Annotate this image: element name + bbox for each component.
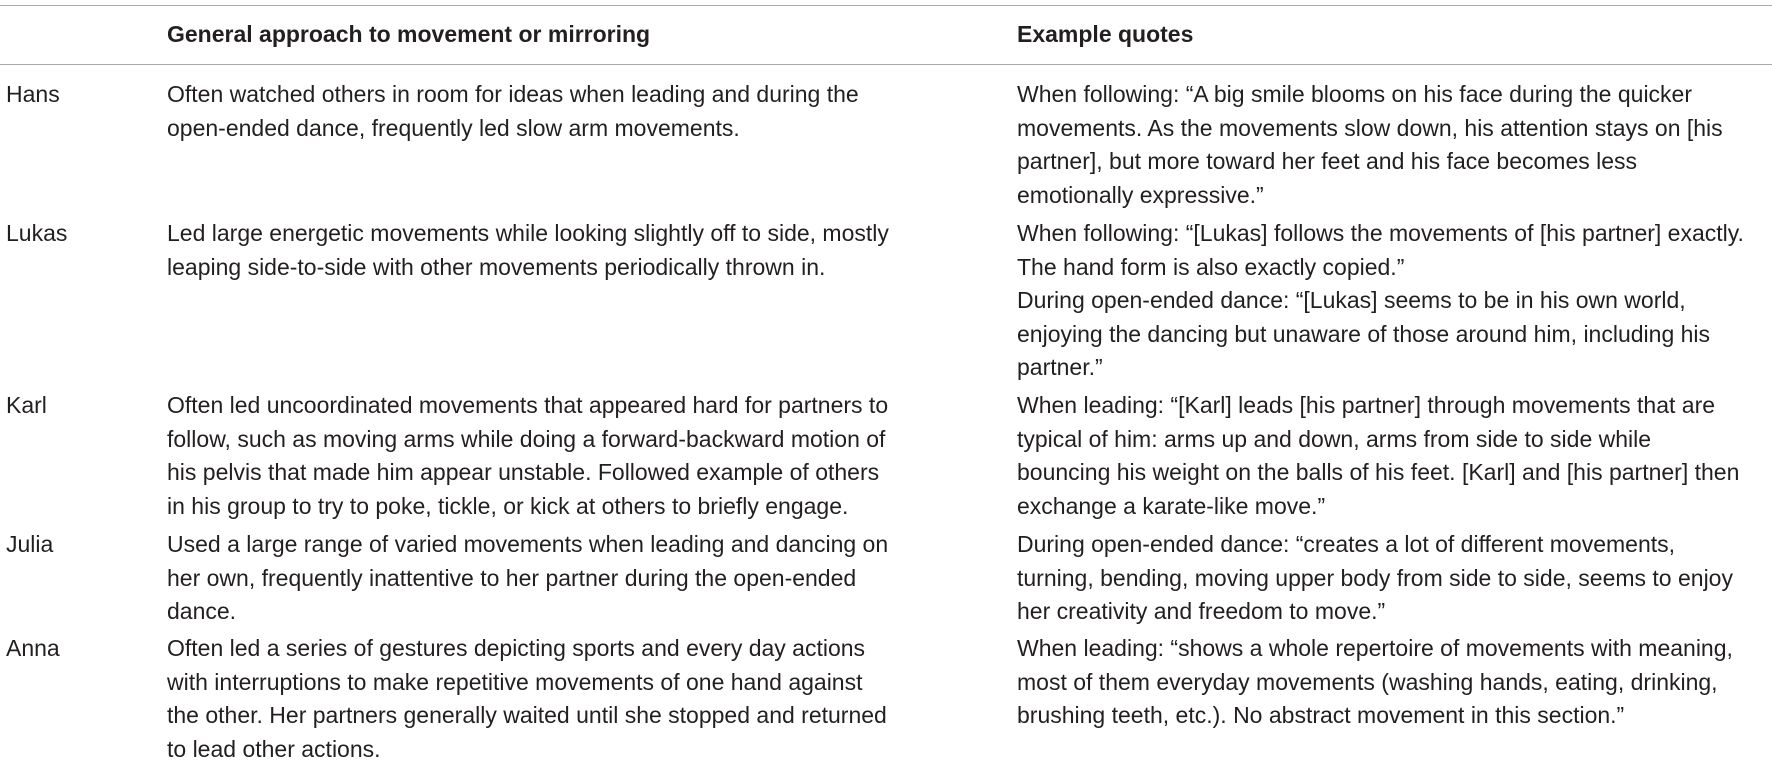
approach-cell: Used a large range of varied movements when leading and dancing on her own, frequently inattentive to her partner during the open-ended dance. bbox=[167, 531, 889, 624]
table-top-rule bbox=[0, 5, 1772, 6]
header-quotes: Example quotes bbox=[1017, 21, 1194, 47]
quotes-cell: When following: “A big smile blooms on his face during the quicker movements. As the movements slow down, his attention stays on [his partner], but more toward her feet and his face becomes less emotionally expressive.” bbox=[1017, 81, 1723, 208]
header-rule bbox=[0, 64, 1772, 65]
approach-cell: Often led a series of gestures depicting sports and every day actions with interruptions to make repetitive movements of one hand against the other. Her partners generally waited until she stopped and returned to lead other actions. bbox=[167, 635, 887, 762]
quotes-cell: When leading: “[Karl] leads [his partner] through movements that are typical of him: arms up and down, arms from side to side while bouncing his weight on the balls of his feet. [Karl] and [his partner] then exchange a karate-like move.” bbox=[1017, 392, 1740, 519]
participant-name: Lukas bbox=[6, 220, 68, 246]
participant-name: Anna bbox=[6, 635, 60, 661]
participant-name: Hans bbox=[6, 81, 60, 107]
participant-name: Julia bbox=[6, 531, 54, 557]
approach-cell: Often led uncoordinated movements that appeared hard for partners to follow, such as moving arms while doing a forward-backward motion of his pelvis that made him appear unstable. Followed example of others in his group to try to poke, tickle, or kick at others to briefly engage. bbox=[167, 392, 889, 519]
header-approach: General approach to movement or mirroring bbox=[167, 21, 651, 47]
quotes-cell: When leading: “shows a whole repertoire of movements with meaning, most of them everyday movements (washing hands, eating, drinking, brushing teeth, etc.). No abstract movement in this section.” bbox=[1017, 635, 1733, 728]
quotes-cell: When following: “[Lukas] follows the movements of [his partner] exactly. The hand form is also exactly copied.” During open-ended dance: “[Lukas] seems to be in his own world, enjoying the dancing but unaware of those around him, including his partner.” bbox=[1017, 220, 1744, 380]
quotes-cell: During open-ended dance: “creates a lot of different movements, turning, bending, moving upper body from side to side, seems to enjoy her creativity and freedom to move.” bbox=[1017, 531, 1733, 624]
participant-name: Karl bbox=[6, 392, 47, 418]
approach-cell: Often watched others in room for ideas when leading and during the open-ended dance, frequently led slow arm movements. bbox=[167, 81, 859, 141]
approach-cell: Led large energetic movements while looking slightly off to side, mostly leaping side-to-side with other movements periodically thrown in. bbox=[167, 220, 889, 280]
